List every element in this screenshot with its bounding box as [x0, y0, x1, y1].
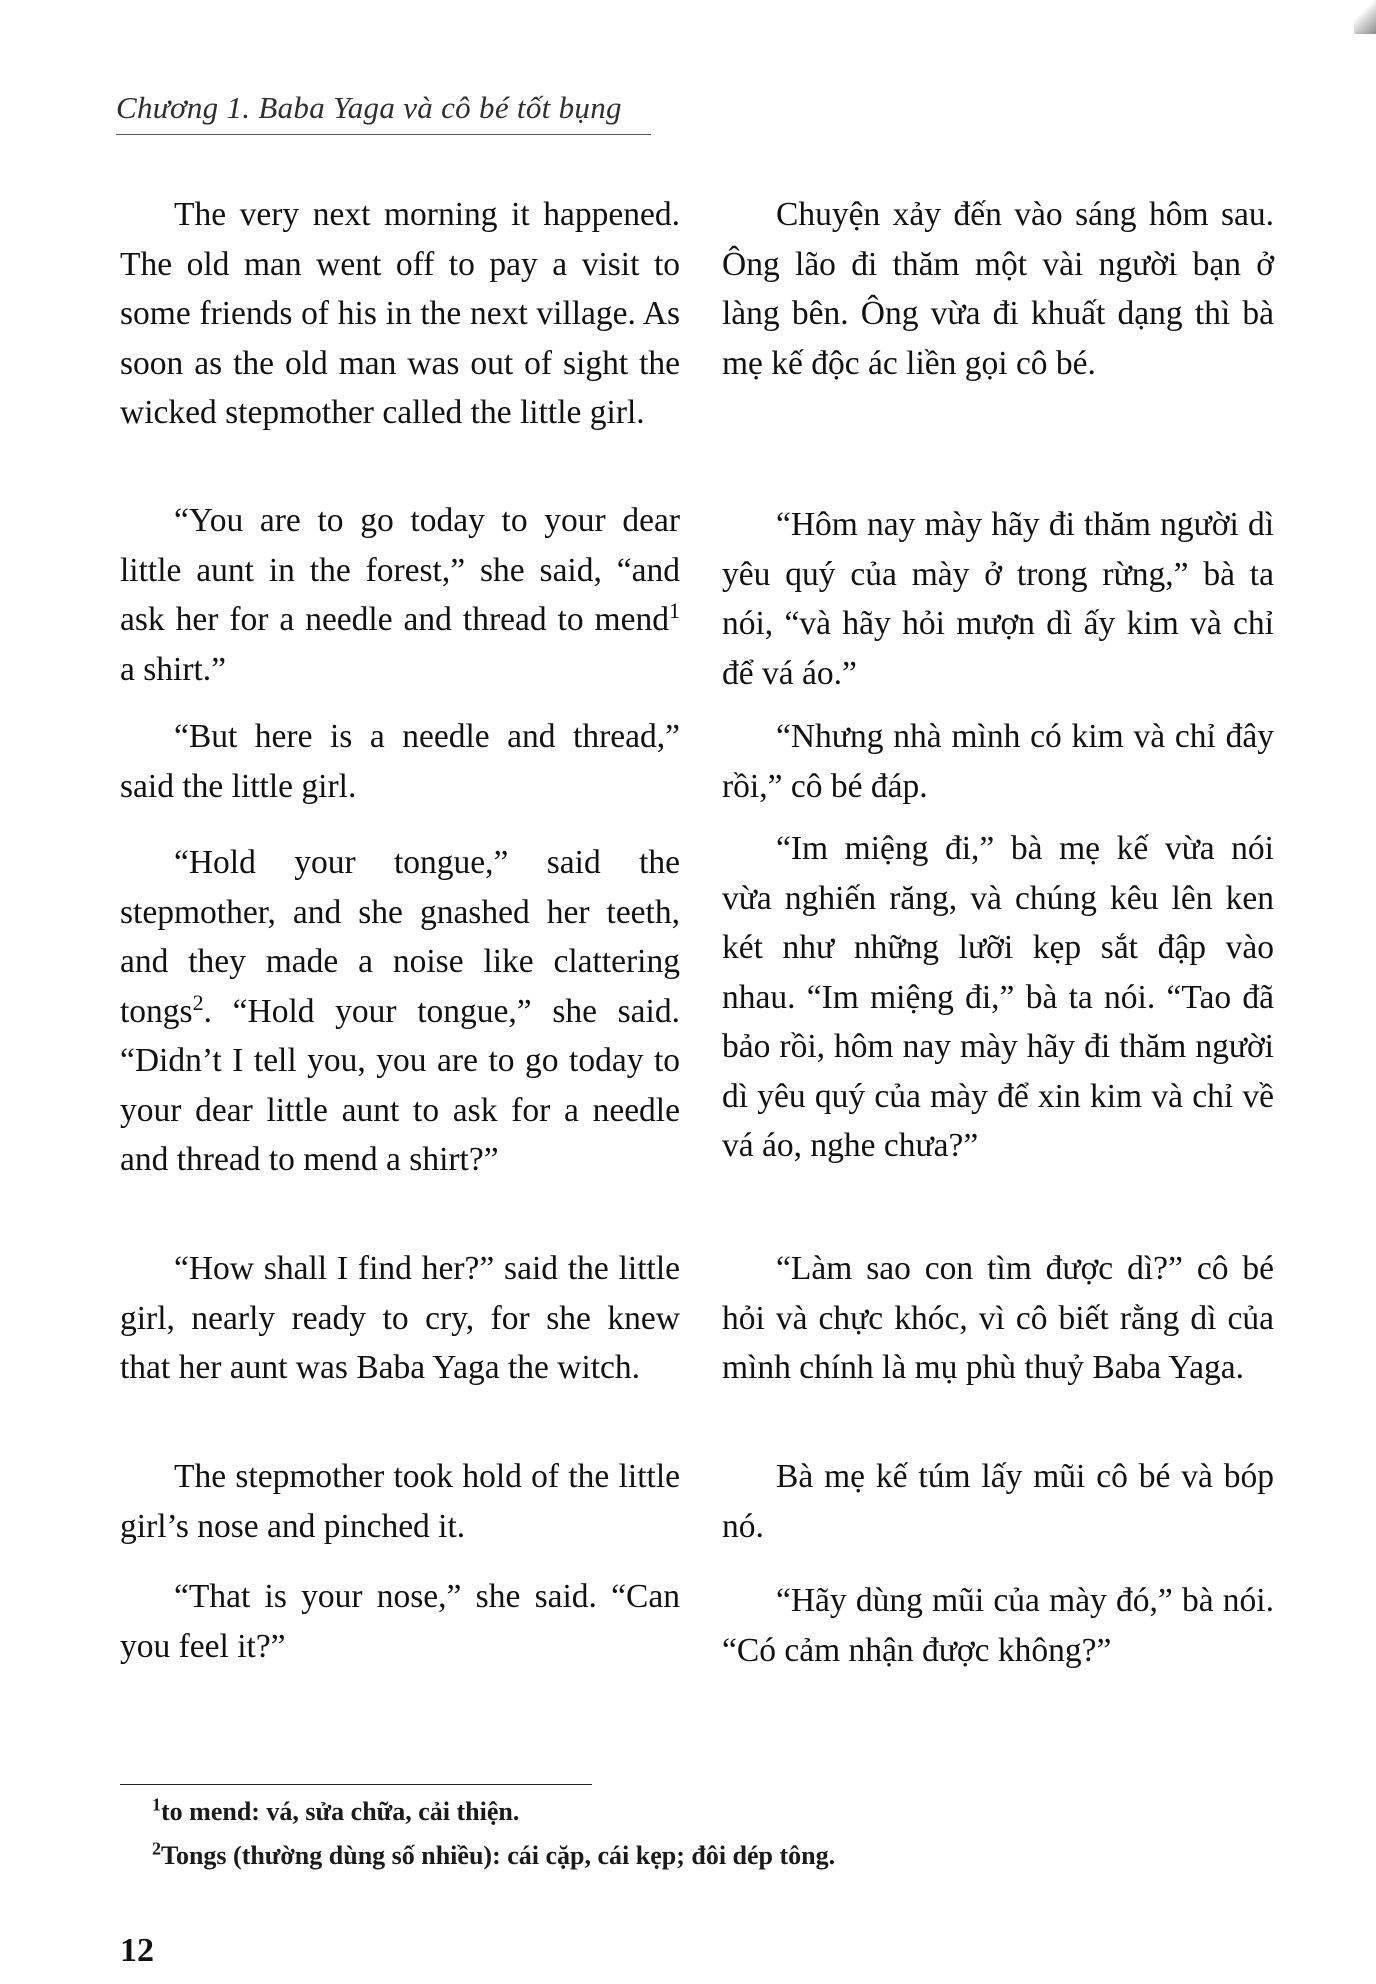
footnote-text: Tongs (thường dùng số nhiều): cái cặp, cái kẹp; đôi dép tông.	[161, 1841, 836, 1870]
page-corner-shadow	[1354, 0, 1376, 34]
english-paragraph-2	[120, 496, 680, 694]
page-number: 12	[120, 1932, 154, 1969]
vietnamese-paragraph-7: “Hãy dùng mũi của mày đó,” bà nói. “Có cảm nhận được không?”	[722, 1582, 1274, 1669]
footnote-2	[152, 1834, 1252, 1878]
english-paragraph-7: “That is your nose,” she said. “Can you feel it?”	[120, 1578, 680, 1665]
footnote-rule	[120, 1784, 592, 1785]
english-paragraph-4-text-after: . “Hold your tongue,” she said. “Didn’t I tell you, you are to go today to your dear little aunt to ask for a needle and thread to mend a shirt?”	[120, 992, 680, 1178]
vietnamese-paragraph-1: Chuyện xảy đến vào sáng hôm sau. Ông lão đi thăm một vài người bạn ở làng bên. Ông vừa đi khuất dạng thì bà mẹ kế độc ác liền gọi cô bé.	[722, 196, 1274, 382]
footnotes	[152, 1790, 1252, 1878]
english-paragraph-4-text: “Hold your tongue,” said the stepmother, and she gnashed her teeth, and they made a noise like clattering tongs	[120, 844, 680, 1030]
footnote-mark: 2	[152, 1838, 161, 1859]
footnote-text: to mend: vá, sửa chữa, cải thiện.	[161, 1797, 520, 1826]
running-head: Chương 1. Baba Yaga và cô bé tốt bụng	[116, 90, 622, 125]
footnote-mark: 1	[152, 1794, 161, 1815]
english-paragraph-5: “How shall I find her?” said the little girl, nearly ready to cry, for she knew that her aunt was Baba Yaga the witch.	[120, 1250, 680, 1386]
running-head-rule	[116, 134, 651, 135]
vietnamese-paragraph-3: “Nhưng nhà mình có kim và chỉ đây rồi,” cô bé đáp.	[722, 718, 1274, 805]
footnote-ref-2: 2	[192, 989, 204, 1015]
vietnamese-paragraph-6: Bà mẹ kế túm lấy mũi cô bé và bóp nó.	[722, 1458, 1274, 1545]
english-paragraph-2-text-after: a shirt.”	[120, 650, 227, 688]
english-paragraph-3: “But here is a needle and thread,” said the little girl.	[120, 718, 680, 805]
english-paragraph-1: The very next morning it happened. The old man went off to pay a visit to some friends of his in the next village. As soon as the old man was out of sight the wicked stepmother called the little girl.	[120, 196, 680, 431]
english-paragraph-4	[120, 838, 680, 1185]
footnote-1	[152, 1790, 1252, 1834]
footnote-ref-1: 1	[669, 597, 680, 623]
vietnamese-paragraph-4: “Im miệng đi,” bà mẹ kế vừa nói vừa nghiến răng, và chúng kêu lên ken két như những lưỡi kẹp sắt đập vào nhau. “Im miệng đi,” bà ta nói. “Tao đã bảo rồi, hôm nay mày hãy đi thăm người dì yêu quý của mày để xin kim và chỉ về vá áo, nghe chưa?”	[722, 830, 1274, 1164]
english-paragraph-6: The stepmother took hold of the little girl’s nose and pinched it.	[120, 1458, 680, 1545]
vietnamese-paragraph-2: “Hôm nay mày hãy đi thăm người dì yêu quý của mày ở trong rừng,” bà ta nói, “và hãy hỏi mượn dì ấy kim và chỉ để vá áo.”	[722, 506, 1274, 692]
english-paragraph-2-text: “You are to go today to your dear little aunt in the forest,” she said, “and ask her for a needle and thread to mend	[120, 502, 680, 638]
vietnamese-paragraph-5: “Làm sao con tìm được dì?” cô bé hỏi và chực khóc, vì cô biết rằng dì của mình chính là mụ phù thuỷ Baba Yaga.	[722, 1250, 1274, 1386]
